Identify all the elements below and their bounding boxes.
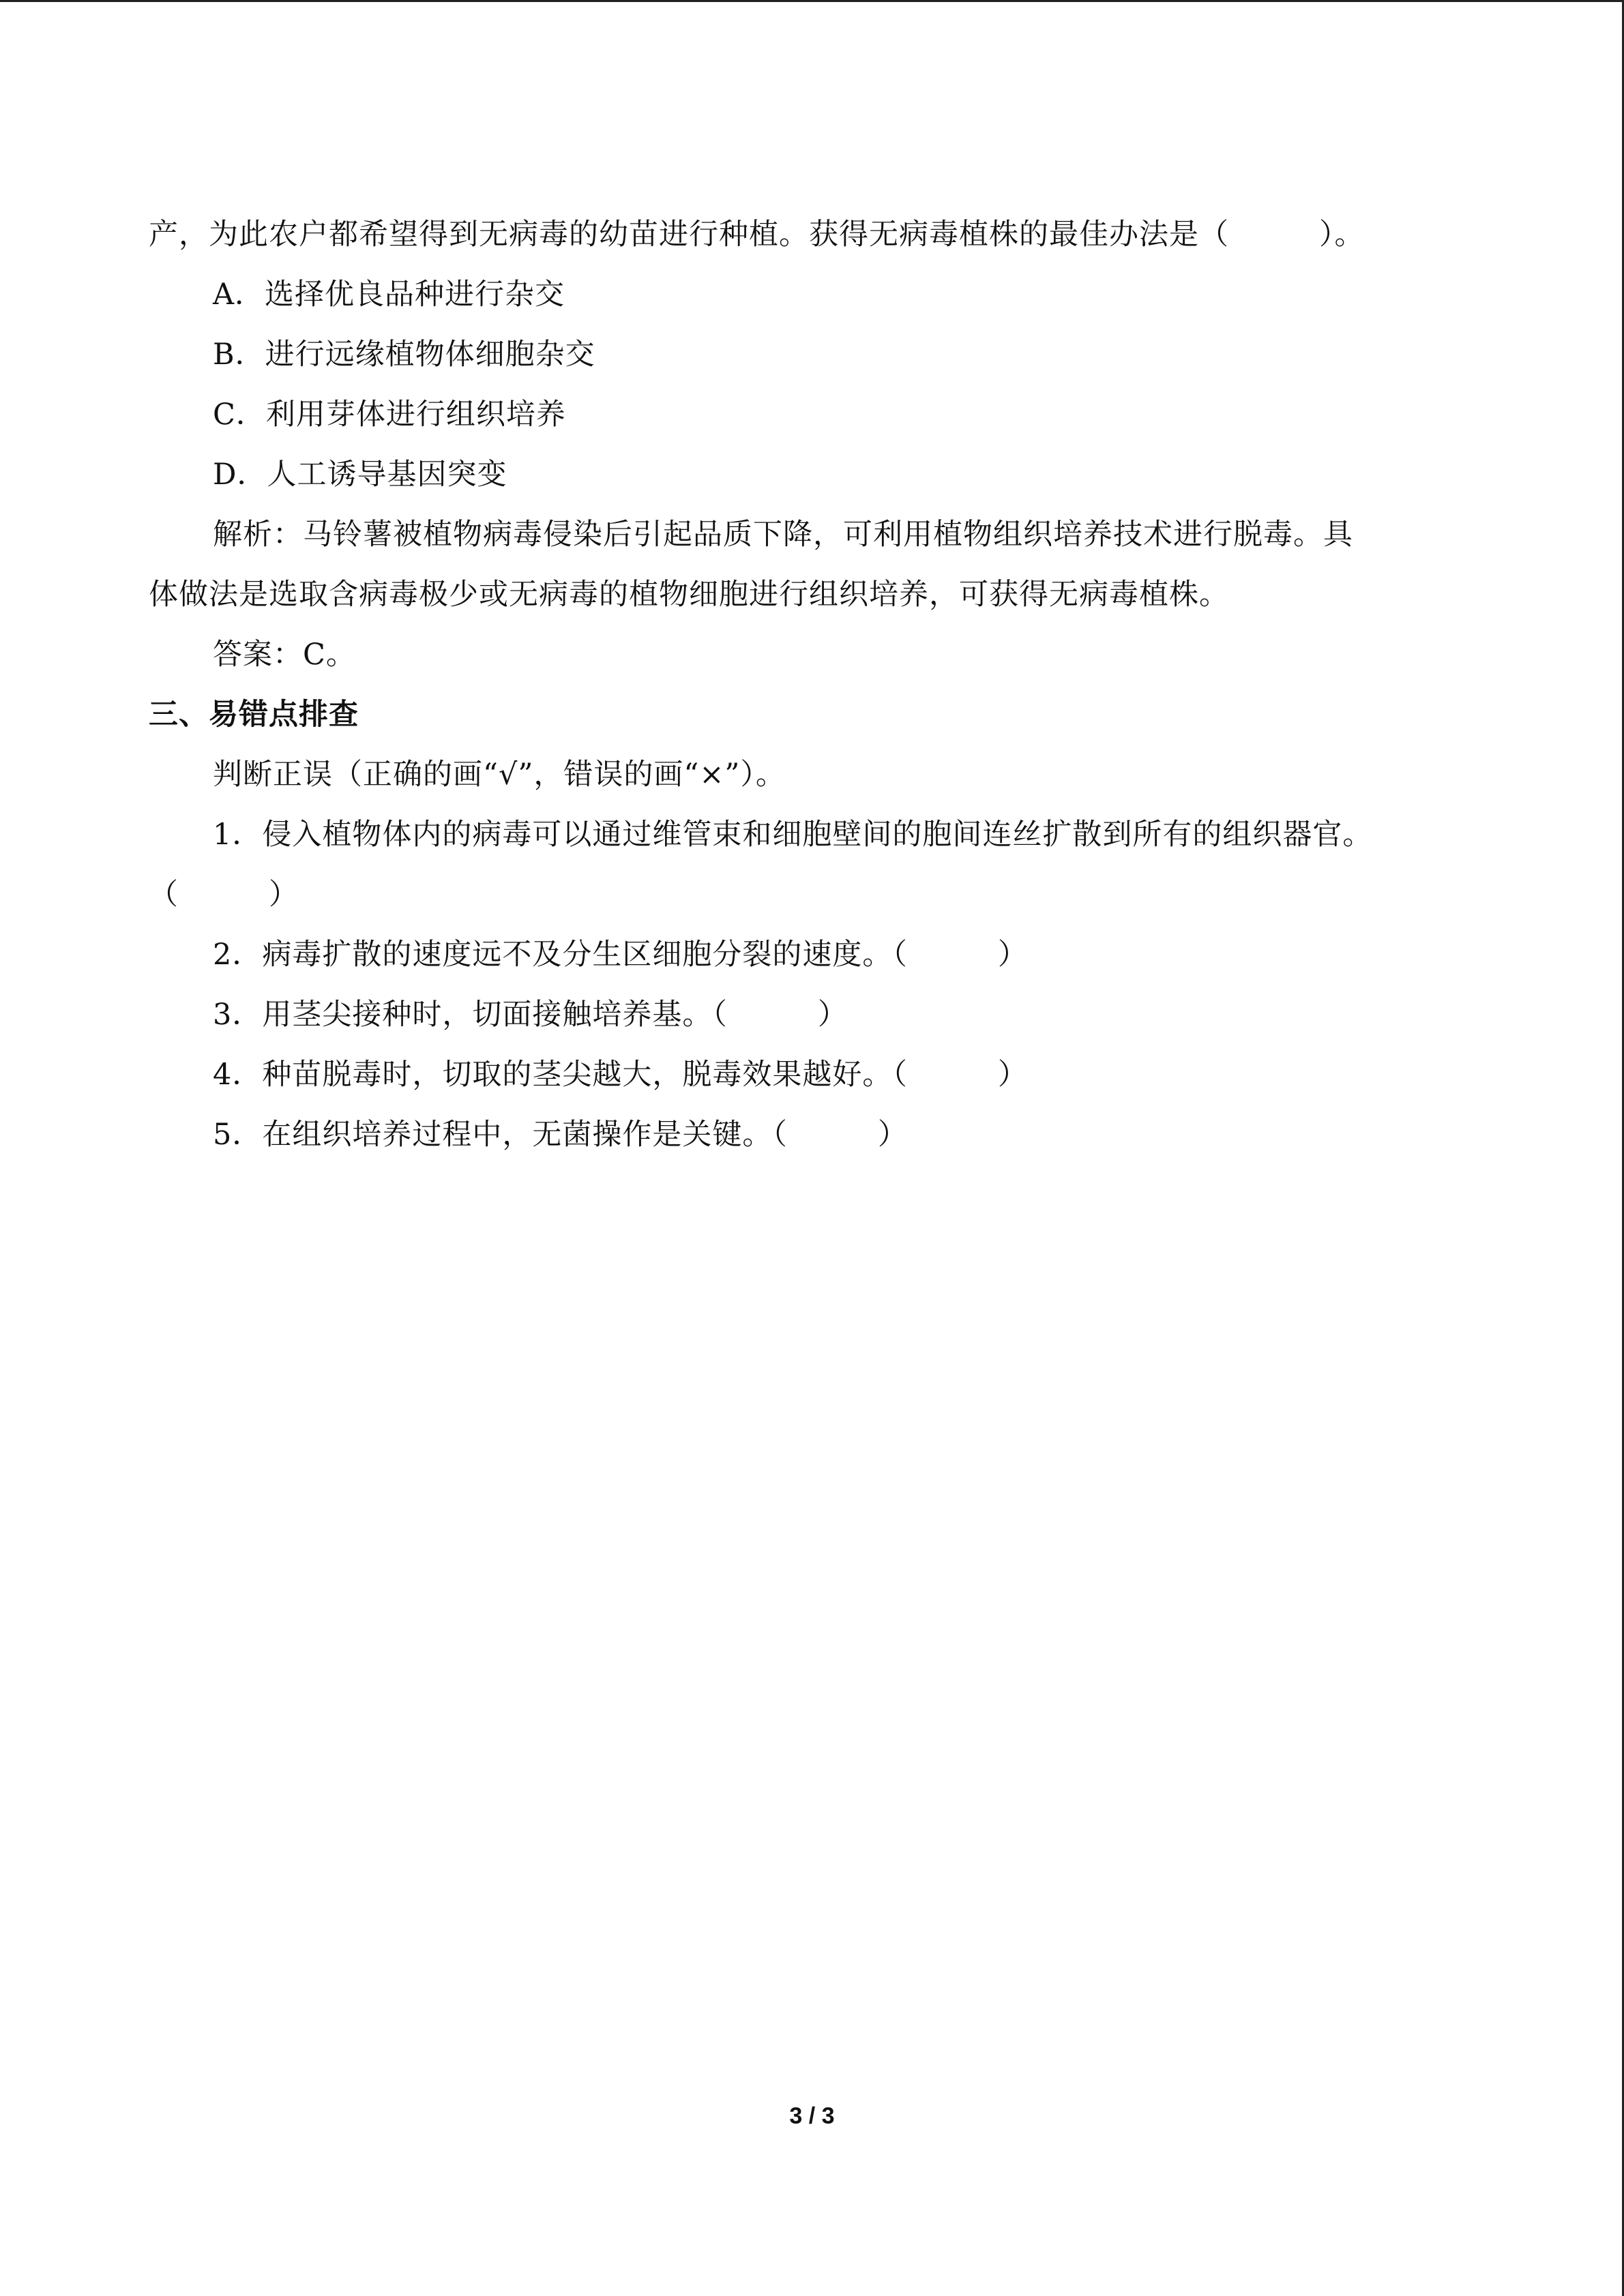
- judge-item-1-blank: （ ）: [149, 878, 299, 912]
- judge-item-1: 1．侵入植物体内的病毒可以通过维管束和细胞壁间的胞间连丝扩散到所有的组织器官。: [213, 818, 1373, 852]
- section-heading: 三、易错点排查: [149, 698, 359, 732]
- document-body: [149, 205, 1472, 1165]
- analysis-line-2: 体做法是选取含病毒极少或无病毒的植物细胞进行组织培养，可获得无病毒植株。: [149, 578, 1229, 612]
- option-c: C．利用芽体进行组织培养: [213, 398, 566, 432]
- option-d: D．人工诱导基因突变: [213, 458, 507, 492]
- judge-item-2: 2．病毒扩散的速度远不及分生区细胞分裂的速度。（ ）: [213, 938, 1028, 972]
- section-instruction: 判断正误（正确的画“√”，错误的画“×”）。: [213, 758, 786, 792]
- question-stem-tail: 产，为此农户都希望得到无病毒的幼苗进行种植。获得无病毒植株的最佳办法是（ ）。: [149, 218, 1365, 252]
- analysis-line-1: 解析：马铃薯被植物病毒侵染后引起品质下降，可利用植物组织培养技术进行脱毒。具: [213, 518, 1353, 552]
- answer: 答案：C。: [213, 638, 356, 672]
- judge-item-4: 4．种苗脱毒时，切取的茎尖越大，脱毒效果越好。（ ）: [213, 1058, 1028, 1092]
- page-number: 3 / 3: [789, 2103, 835, 2129]
- judge-item-3: 3．用茎尖接种时，切面接触培养基。（ ）: [213, 998, 848, 1032]
- option-a: A．选择优良品种进行杂交: [213, 278, 565, 312]
- judge-item-5: 5．在组织培养过程中，无菌操作是关键。（ ）: [213, 1118, 908, 1152]
- option-b: B．进行远缘植物体细胞杂交: [213, 338, 595, 372]
